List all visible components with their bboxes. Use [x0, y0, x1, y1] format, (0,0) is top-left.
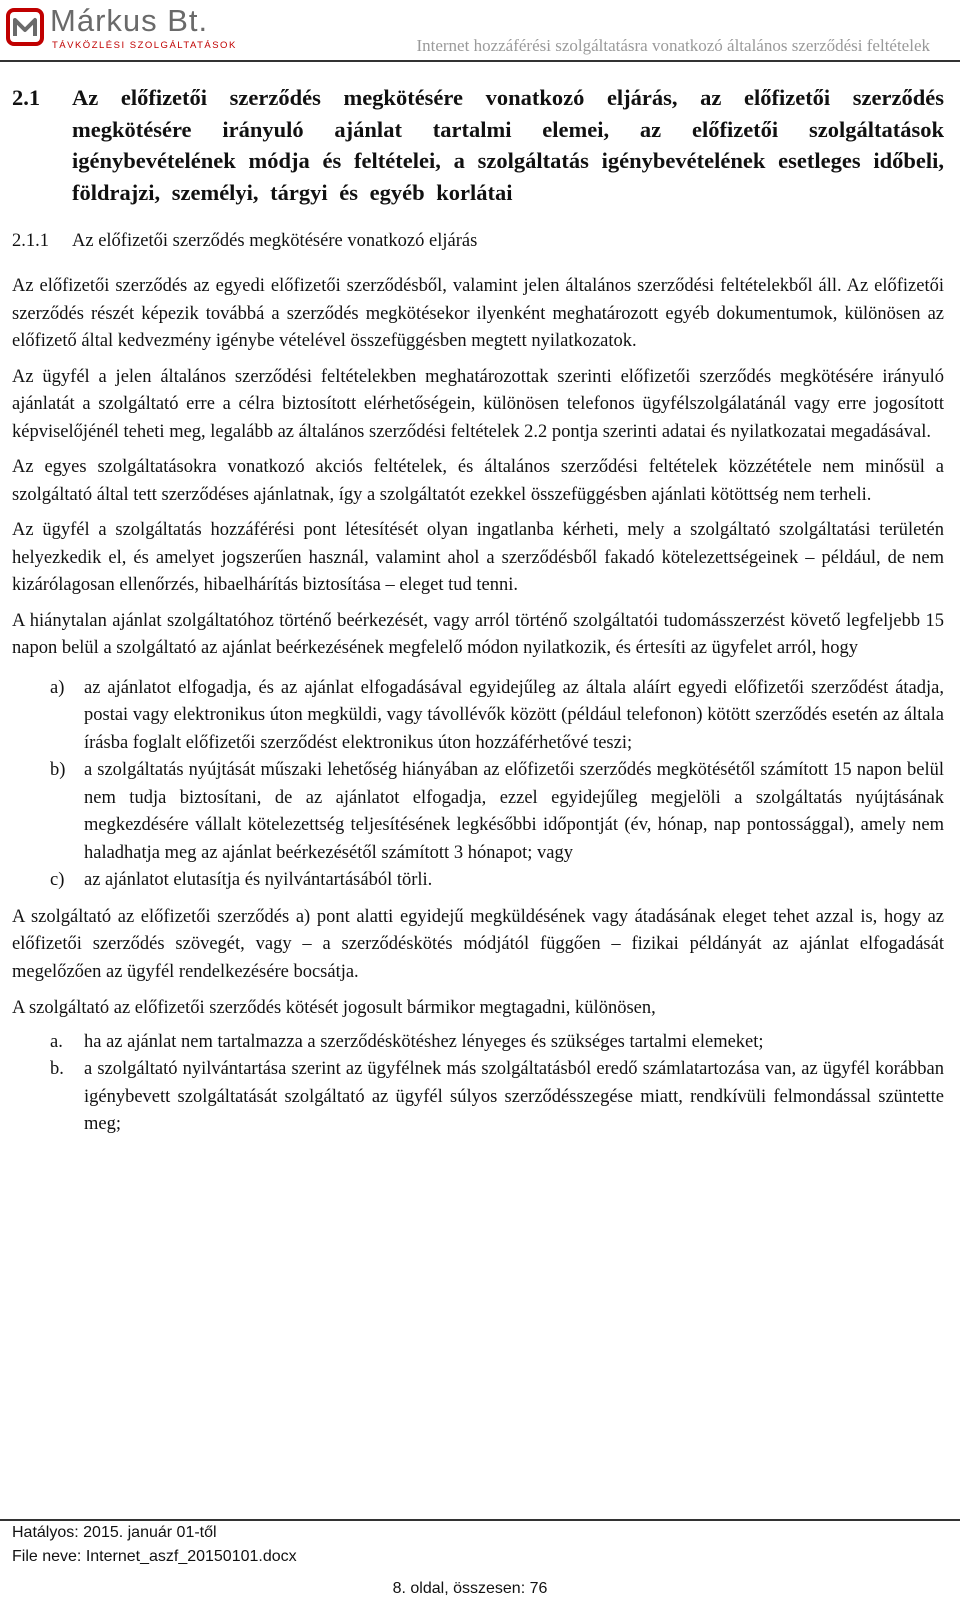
list-marker: b. — [50, 1059, 64, 1079]
section-number: 2.1 — [12, 85, 41, 110]
document-title: Internet hozzáférési szolgáltatásra vonatkozó általános szerződési feltételek — [416, 36, 930, 55]
paragraph: A hiánytalan ajánlat szolgáltatóhoz történő beérkezését, vagy arról történő szolgáltatói tudomásszerzést követő legfeljebb 15 napon belül a szolgáltató az ajánlat beérkezésének megfelelő módon nyilatkozik, és értesíti az ügyfelet arról, hogy — [12, 610, 944, 658]
company-logo-text: Márkus Bt. — [50, 3, 209, 38]
list-marker: b) — [50, 760, 66, 780]
paragraph: A szolgáltató az előfizetői szerződés a) pont alatti egyidejű megküldésének vagy átadásának eleget tehet azzal is, hogy az előfizetői szerződés szövegét, vagy – a szerződéskötés módjától függően – fizikai példányát az ajánlat elfogadását megelőzően az ügyfél rendelkezésére bocsátja. — [12, 906, 944, 982]
subsection-number: 2.1.1 — [12, 231, 49, 251]
list-item-text: a szolgáltató nyilvántartása szerint az ügyfélnek más szolgáltatásból eredő számlatartozása van, az ügyfél korábban igénybevett szolgáltatását szolgáltató az ügyfél súlyos szerződésszegése miatt, rendkívüli felmondással szüntette meg; — [84, 1059, 944, 1134]
markus-logo-icon — [6, 4, 44, 48]
company-tagline: TÁVKÖZLÉSI SZOLGÁLTATÁSOK — [52, 40, 237, 51]
footer-divider — [0, 1519, 960, 1521]
paragraph: Az ügyfél a jelen általános szerződési feltételekben meghatározottak szerinti előfizetői szerződés megkötésére irányuló ajánlatát a szolgáltató erre a célra biztosított elérhetőségein, különösen telefonos ügyfélszolgálatánál vagy erre jogosított képviselőjénél teheti meg, legalább az általános szerződési feltételek 2.2 pontja szerinti adatai és nyilatkozatai megadásával. — [12, 366, 944, 442]
response-options-list — [12, 675, 944, 895]
refusal-reasons-list — [12, 1029, 944, 1139]
paragraph: Az ügyfél a szolgáltatás hozzáférési pont létesítését olyan ingatlanba kérheti, mely a szolgáltató szolgáltatási területén helyezkedik el, és amelyet jogszerűen használ, valamint ahol a szerződésből fakadó kötelezettségeinek – például, de nem kizárólagosan ellenőrzés, hibaelhárítás biztosítása – eleget tud tenni. — [12, 520, 944, 595]
paragraph: Az előfizetői szerződés az egyedi előfizetői szerződésből, valamint jelen általános szerződési feltételekből áll. Az előfizetői szerződés részét képezik továbbá a szerződés megkötésekor ilyenként meghatározott egyéb dokumentumok, különösen az előfizető által kedvezmény igénybe vételével összefüggésben megtett nyilatkozatok. — [12, 276, 944, 351]
list-item — [12, 675, 944, 758]
page-header — [0, 0, 960, 64]
list-marker: a) — [50, 677, 65, 698]
document-body — [12, 82, 944, 1139]
section-heading — [12, 82, 944, 208]
list-item — [12, 757, 944, 867]
footer-page-number: 8. oldal, összesen: 76 — [392, 1580, 548, 1597]
list-item-text: az ajánlatot elfogadja, és az ajánlat elfogadásával egyidejűleg az általa aláírt egyedi előfizetői szerződést átadja, postai vagy elektronikus úton megküldi, vagy távollévők között (például telefonon) kötött szerződés esetén az általa írásba foglalt előfizetői szerződést elektronikus úton hozzáférhetővé teszi; — [84, 677, 944, 753]
list-item-text: ha az ajánlat nem tartalmazza a szerződéskötéshez lényeges és szükséges tartalmi elemeket; — [84, 1031, 764, 1052]
paragraph: Az egyes szolgáltatásokra vonatkozó akciós feltételek, és általános szerződési feltételek közzététele nem minősül a szolgáltató által tett szerződéses ajánlatnak, így a szolgáltatót ezekkel összefüggésben ajánlati kötöttség nem terheli. — [12, 457, 944, 505]
section-title: Az előfizetői szerződés megkötésére vonatkozó eljárás, az előfizetői szerződés megkötésére irányuló ajánlat tartalmi elemei, az előfizetői szolgáltatások igénybevételének módja és feltételei, a szolgáltatás igénybevételének esetleges időbeli, földrajzi, személyi, tárgyi és egyéb korlátai — [72, 85, 944, 205]
header-divider — [0, 60, 960, 62]
subsection-heading — [12, 228, 944, 254]
paragraph: A szolgáltató az előfizetői szerződés kötését jogosult bármikor megtagadni, különösen, — [12, 998, 656, 1018]
list-item-text: az ajánlatot elutasítja és nyilvántartásából törli. — [84, 870, 433, 890]
footer-file-name: File neve: Internet_aszf_20150101.docx — [12, 1548, 297, 1565]
subsection-title: Az előfizetői szerződés megkötésére vonatkozó eljárás — [72, 231, 478, 251]
list-item-text: a szolgáltatás nyújtását műszaki lehetőség hiányában az előfizetői szerződés megkötésétől számított 15 napon belül nem tudja biztosítani, de az ajánlatot elfogadja, ezzel egyidejűleg megjelöli a szolgáltatás nyújtásának megkezdésére vállalt kötelezettség teljesítésének legkésőbbi időpontját (év, hónap, nap pontossággal), amely nem haladhatja meg az ajánlat beérkezésétől számított 3 hónapot; vagy — [84, 760, 944, 863]
list-item — [12, 1029, 944, 1057]
list-marker: a. — [50, 1031, 63, 1052]
list-item — [12, 867, 944, 895]
list-item — [12, 1056, 944, 1139]
list-marker: c) — [50, 870, 65, 890]
footer-effective-date: Hatályos: 2015. január 01-től — [12, 1524, 217, 1541]
